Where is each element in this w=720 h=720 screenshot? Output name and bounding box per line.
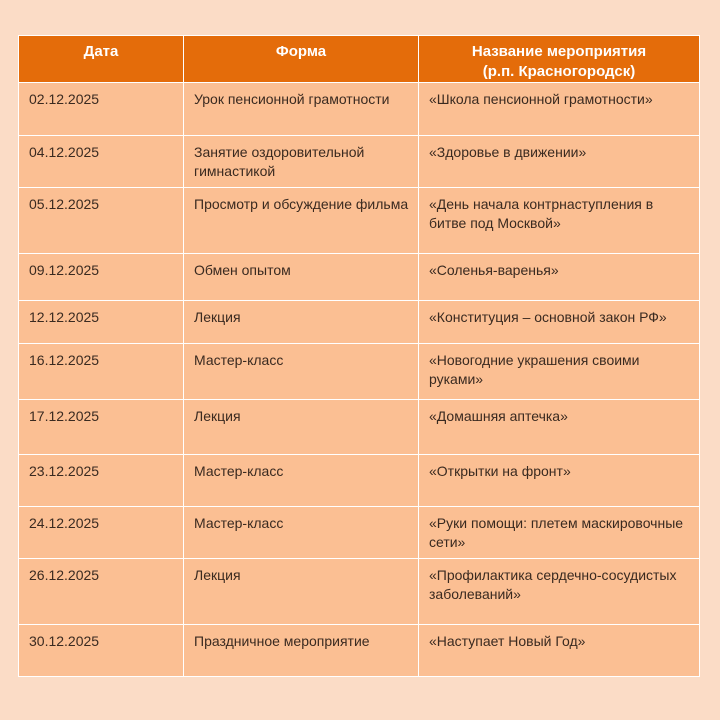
table-row bbox=[19, 455, 700, 507]
table-row bbox=[19, 344, 700, 400]
cell-date: 17.12.2025 bbox=[19, 400, 184, 455]
cell-event-title: «Домашняя аптечка» bbox=[419, 400, 700, 455]
cell-date: 12.12.2025 bbox=[19, 301, 184, 344]
cell-date: 23.12.2025 bbox=[19, 455, 184, 507]
table-row bbox=[19, 507, 700, 559]
cell-form: Просмотр и обсуждение фильма bbox=[184, 188, 419, 254]
cell-event-title: «Конституция – основной закон РФ» bbox=[419, 301, 700, 344]
header-event-title bbox=[419, 36, 700, 83]
cell-date: 09.12.2025 bbox=[19, 254, 184, 301]
cell-date: 16.12.2025 bbox=[19, 344, 184, 400]
header-form: Форма bbox=[184, 36, 419, 83]
cell-event-title: «День начала контрнаступления в битве под Москвой» bbox=[419, 188, 700, 254]
cell-form: Обмен опытом bbox=[184, 254, 419, 301]
cell-date: 24.12.2025 bbox=[19, 507, 184, 559]
cell-form: Мастер-класс bbox=[184, 344, 419, 400]
cell-date: 05.12.2025 bbox=[19, 188, 184, 254]
cell-form: Мастер-класс bbox=[184, 507, 419, 559]
cell-form: Лекция bbox=[184, 559, 419, 625]
table-row bbox=[19, 301, 700, 344]
cell-event-title: «Новогодние украшения своими руками» bbox=[419, 344, 700, 400]
table-row bbox=[19, 188, 700, 254]
table-body bbox=[19, 83, 700, 677]
cell-date: 26.12.2025 bbox=[19, 559, 184, 625]
table-row bbox=[19, 559, 700, 625]
cell-form: Мастер-класс bbox=[184, 455, 419, 507]
cell-event-title: «Наступает Новый Год» bbox=[419, 625, 700, 677]
cell-date: 30.12.2025 bbox=[19, 625, 184, 677]
header-event-title-line1: Название мероприятия bbox=[471, 43, 647, 60]
table-row bbox=[19, 136, 700, 188]
cell-form: Занятие оздоровительной гимнастикой bbox=[184, 136, 419, 188]
cell-date: 04.12.2025 bbox=[19, 136, 184, 188]
cell-form: Лекция bbox=[184, 400, 419, 455]
table-row bbox=[19, 254, 700, 301]
header-date: Дата bbox=[19, 36, 184, 83]
header-event-title-line2: (р.п. Красногородск) bbox=[482, 63, 636, 80]
cell-event-title: «Профилактика сердечно-сосудистых заболеваний» bbox=[419, 559, 700, 625]
table-row bbox=[19, 625, 700, 677]
cell-form: Урок пенсионной грамотности bbox=[184, 83, 419, 136]
cell-date: 02.12.2025 bbox=[19, 83, 184, 136]
cell-form: Лекция bbox=[184, 301, 419, 344]
cell-event-title: «Здоровье в движении» bbox=[419, 136, 700, 188]
table-row bbox=[19, 400, 700, 455]
cell-form: Праздничное мероприятие bbox=[184, 625, 419, 677]
cell-event-title: «Школа пенсионной грамотности» bbox=[419, 83, 700, 136]
table-header-row bbox=[19, 36, 700, 83]
cell-event-title: «Соленья-варенья» bbox=[419, 254, 700, 301]
events-table bbox=[18, 35, 700, 677]
table-row bbox=[19, 83, 700, 136]
cell-event-title: «Открытки на фронт» bbox=[419, 455, 700, 507]
cell-event-title: «Руки помощи: плетем маскировочные сети» bbox=[419, 507, 700, 559]
